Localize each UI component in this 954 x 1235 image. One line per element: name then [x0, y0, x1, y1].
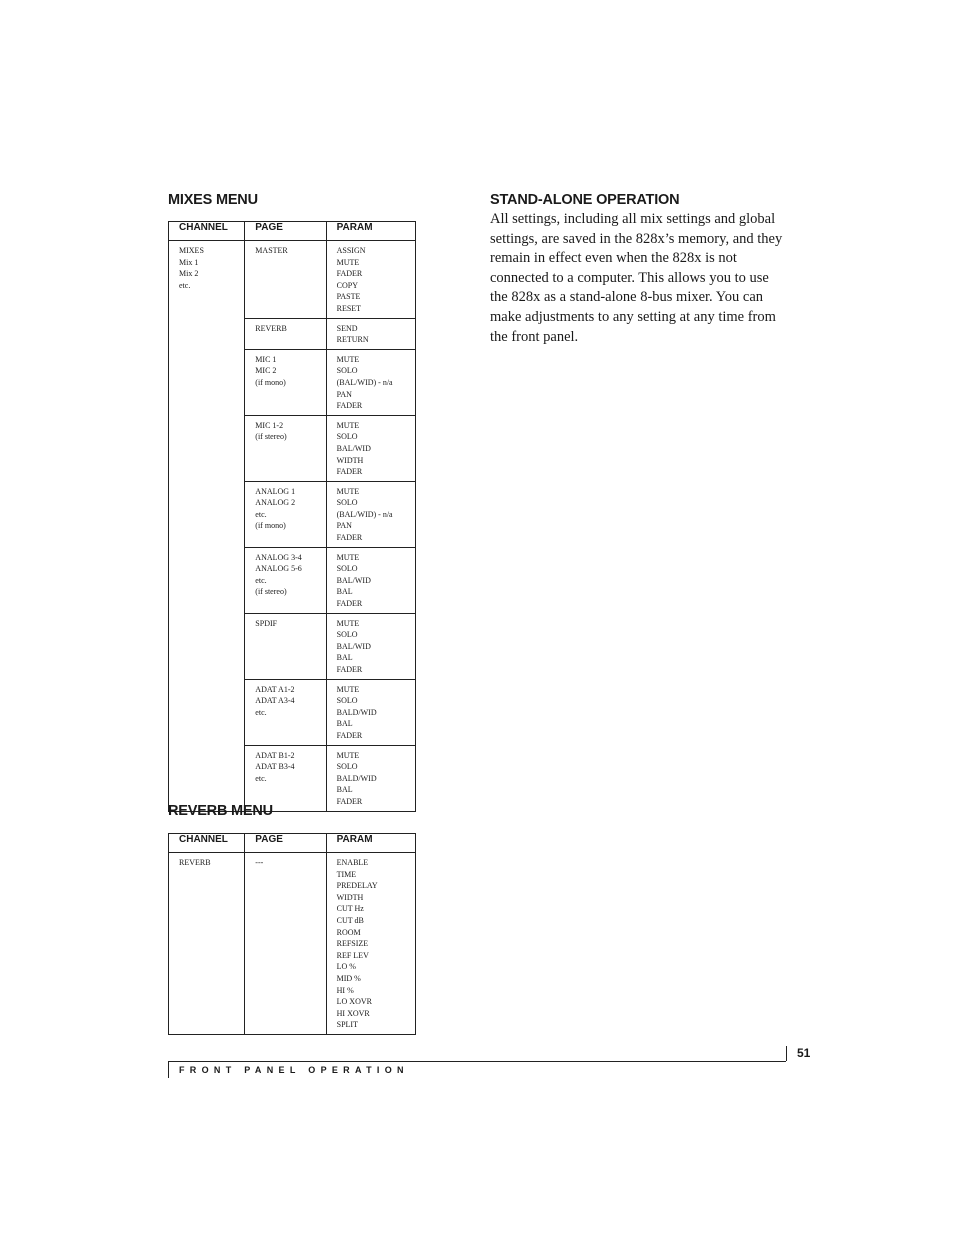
footer-rule — [168, 1061, 786, 1062]
cell-line: --- — [255, 858, 264, 867]
param-cell — [326, 318, 415, 349]
cell-line: MIXES — [179, 246, 204, 255]
cell-line: SOLO — [336, 498, 358, 508]
page-cell — [245, 547, 326, 613]
cell-line: FADER — [336, 533, 363, 543]
cell-line: MIC 1 — [255, 354, 277, 364]
cell-line: ANALOG 1 — [255, 486, 296, 496]
cell-line: BAL — [336, 653, 353, 663]
page-cell — [245, 613, 326, 679]
cell-line: MID % — [336, 973, 361, 983]
cell-line: (if mono) — [255, 377, 286, 387]
footer-right-tick — [786, 1046, 787, 1061]
cell-line: HI XOVR — [336, 1008, 370, 1018]
cell-line: MUTE — [336, 420, 360, 430]
cell-line: FADER — [336, 730, 363, 740]
cell-line: SOLO — [336, 696, 358, 706]
cell-line: MUTE — [336, 684, 360, 694]
page-cell — [245, 318, 326, 349]
page-cell — [245, 415, 326, 481]
cell-line: (if stereo) — [255, 587, 287, 597]
reverb-table-header-row — [169, 834, 416, 853]
cell-line: MIC 1-2 — [255, 420, 284, 430]
cell-line: (BAL/WID) - n/a — [336, 377, 393, 387]
cell-line: FADER — [336, 665, 363, 674]
cell-line: ASSIGN — [336, 246, 366, 255]
reverb-header-page: PAGE — [245, 834, 326, 853]
cell-line: REFSIZE — [336, 939, 369, 949]
cell-line: WIDTH — [336, 892, 364, 902]
param-cell — [326, 547, 415, 613]
cell-line: BALD/WID — [336, 773, 377, 783]
cell-line: etc. — [255, 509, 267, 519]
cell-line: ANALOG 3-4 — [255, 552, 302, 562]
cell-line: SOLO — [336, 630, 358, 640]
cell-line: BAL — [336, 785, 353, 795]
cell-line: MASTER — [255, 246, 288, 255]
mixes-menu-table — [168, 221, 416, 812]
cell-line: SPLIT — [336, 1020, 358, 1030]
cell-line: REVERB — [179, 858, 211, 867]
reverb-header-channel: CHANNEL — [169, 834, 245, 853]
cell-line: LO XOVR — [336, 997, 372, 1007]
mixes-header-channel: CHANNEL — [169, 222, 245, 241]
cell-line: SOLO — [336, 762, 358, 772]
footer-section-label: FRONT PANEL OPERATION — [179, 1065, 409, 1075]
cell-line: ROOM — [336, 927, 361, 937]
param-cell — [326, 679, 415, 745]
cell-line: MUTE — [336, 354, 360, 364]
cell-line: MUTE — [336, 750, 360, 760]
cell-line: MIC 2 — [255, 366, 277, 376]
channel-cell — [169, 853, 245, 1035]
cell-line: FADER — [336, 467, 363, 477]
cell-line: etc. — [255, 707, 267, 717]
page-cell — [245, 349, 326, 415]
cell-line: SEND — [336, 323, 358, 333]
param-cell — [326, 481, 415, 547]
mixes-table-header-row — [169, 222, 416, 241]
param-cell — [326, 853, 415, 1035]
cell-line: ANALOG 5-6 — [255, 564, 302, 574]
cell-line: (if mono) — [255, 521, 286, 531]
cell-line: PAN — [336, 389, 352, 399]
cell-line: etc. — [255, 575, 267, 585]
reverb-menu-table — [168, 833, 416, 1035]
mixes-menu-title: MIXES MENU — [168, 192, 258, 208]
cell-line: ENABLE — [336, 858, 369, 867]
cell-line: SOLO — [336, 564, 358, 574]
table-row — [169, 241, 416, 319]
cell-line: BAL — [336, 587, 353, 597]
cell-line: SOLO — [336, 366, 358, 376]
cell-line: MUTE — [336, 552, 360, 562]
cell-line: LO % — [336, 962, 356, 972]
param-cell — [326, 241, 415, 319]
cell-line: BAL/WID — [336, 641, 371, 651]
cell-line: PAN — [336, 521, 352, 531]
cell-line: CUT Hz — [336, 904, 364, 914]
stand-alone-body: All settings, including all mix settings and global settings, are saved in the 828x’s memory, and they remain in effect even when the 828x is not connected to a computer. This allows you to use the 828x as a stand-alone 8-bus mixer. You can make adjustments to any setting at any time from the front panel. — [490, 211, 783, 345]
cell-line: FADER — [336, 599, 363, 609]
cell-line: REF LEV — [336, 950, 369, 960]
cell-line: (if stereo) — [255, 432, 287, 442]
cell-line: ADAT A1-2 — [255, 684, 295, 694]
cell-line: MUTE — [336, 257, 360, 267]
cell-line: WIDTH — [336, 455, 364, 465]
stand-alone-title: STAND-ALONE OPERATION — [490, 192, 680, 208]
cell-line: BALD/WID — [336, 707, 377, 717]
reverb-menu-title: REVERB MENU — [168, 803, 273, 819]
cell-line: FADER — [336, 401, 363, 411]
cell-line: BAL — [336, 719, 353, 729]
param-cell — [326, 349, 415, 415]
cell-line: FADER — [336, 269, 363, 279]
cell-line: etc. — [179, 280, 191, 290]
cell-line: MUTE — [336, 618, 360, 628]
cell-line: SPDIF — [255, 618, 278, 628]
cell-line: BAL/WID — [336, 575, 371, 585]
reverb-header-param: PARAM — [326, 834, 415, 853]
mixes-header-page: PAGE — [245, 222, 326, 241]
cell-line: ADAT B1-2 — [255, 750, 295, 760]
cell-line: HI % — [336, 985, 354, 995]
channel-cell — [169, 241, 245, 812]
cell-line: TIME — [336, 869, 357, 879]
param-cell — [326, 745, 415, 811]
cell-line: ADAT A3-4 — [255, 696, 295, 706]
page-cell — [245, 679, 326, 745]
cell-line: CUT dB — [336, 915, 364, 925]
cell-line: RESET — [336, 303, 362, 313]
param-cell — [326, 613, 415, 679]
cell-line: Mix 1 — [179, 257, 199, 267]
page-number: 51 — [797, 1046, 811, 1060]
page-cell — [245, 853, 326, 1035]
cell-line: Mix 2 — [179, 269, 199, 279]
cell-line: RETURN — [336, 335, 369, 345]
cell-line: BAL/WID — [336, 443, 371, 453]
cell-line: ADAT B3-4 — [255, 762, 295, 772]
cell-line: SOLO — [336, 432, 358, 442]
cell-line: ANALOG 2 — [255, 498, 296, 508]
page-cell — [245, 481, 326, 547]
cell-line: etc. — [255, 773, 267, 783]
cell-line: PASTE — [336, 292, 361, 302]
cell-line: (BAL/WID) - n/a — [336, 509, 393, 519]
table-row — [169, 853, 416, 1035]
page-cell — [245, 745, 326, 811]
cell-line: PREDELAY — [336, 881, 378, 891]
page-cell — [245, 241, 326, 319]
cell-line: MUTE — [336, 486, 360, 496]
cell-line: FADER — [336, 796, 363, 806]
mixes-header-param: PARAM — [326, 222, 415, 241]
cell-line: COPY — [336, 280, 358, 290]
footer-left-tick — [168, 1061, 169, 1078]
cell-line: REVERB — [255, 323, 287, 333]
param-cell — [326, 415, 415, 481]
